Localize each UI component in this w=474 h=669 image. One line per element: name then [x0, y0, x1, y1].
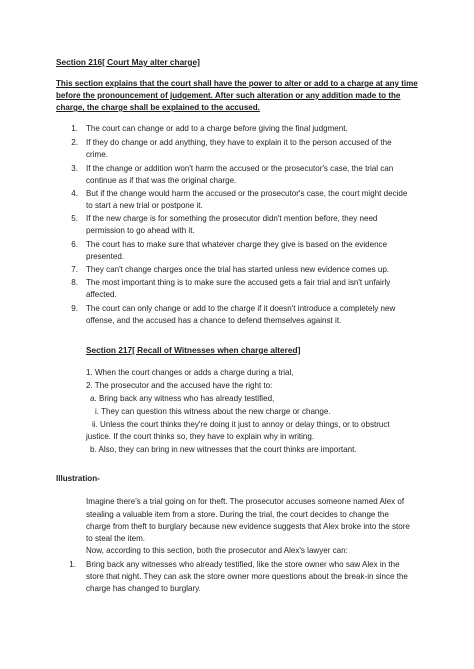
section-216-intro-line: before the pronouncement of judgement. After such alteration or any addition made to the	[56, 91, 401, 100]
illustration-heading: Illustration-	[56, 474, 100, 483]
list-item: permission to go ahead with it.	[86, 226, 195, 235]
illustration-list-line: store that night. They can ask the store owner more questions about the break-in since the	[86, 572, 408, 581]
list-number: 8.	[71, 278, 78, 287]
illustration-list-line: Bring back any witnesses who already testified, like the store owner who saw Alex in the	[86, 560, 400, 569]
section-217-line: i. They can question this witness about the new charge or change.	[95, 407, 331, 416]
list-number: 7.	[71, 265, 78, 274]
list-item: But if the change would harm the accused or the prosecutor's case, the court might decide	[86, 189, 408, 198]
section-217-line: justice. If the court thinks so, they have to explain why in writing.	[86, 432, 315, 441]
section-217-line: 2. The prosecutor and the accused have the right to:	[86, 381, 273, 390]
list-item: The court can change or add to a charge before giving the final judgment.	[86, 124, 348, 133]
section-216-heading: Section 216[ Court May alter charge]	[56, 57, 200, 67]
section-217-line: ii. Unless the court thinks they're doing it just to annoy or delay things, or to obstruct	[92, 420, 390, 429]
list-item: The court can only change or add to the charge if it doesn't introduce a completely new	[86, 304, 396, 313]
list-number: 6.	[71, 240, 78, 249]
list-item: If the new charge is for something the prosecutor didn't mention before, they need	[86, 214, 378, 223]
list-number: 5.	[71, 214, 78, 223]
list-number: 4.	[71, 189, 78, 198]
section-217-heading: Section 217[ Recall of Witnesses when charge altered]	[86, 345, 301, 355]
list-item: The most important thing is to make sure the accused gets a fair trial and isn't unfairly	[86, 278, 391, 287]
list-number: 2.	[71, 138, 78, 147]
list-item: offense, and the accused has a chance to defend themselves against it.	[86, 316, 342, 325]
list-item: continue as if that was the original charge.	[86, 176, 237, 185]
list-number: 9.	[71, 304, 78, 313]
list-item: They can't change charges once the trial has started unless new evidence comes up.	[86, 265, 390, 274]
illustration-paragraph-line: stealing a valuable item from a store. During the trial, the court decides to change the	[86, 510, 389, 519]
section-217-line: b. Also, they can bring in new witnesses that the court thinks are important.	[90, 445, 357, 454]
section-216-intro-line: charge, the charge shall be explained to the accused.	[56, 103, 260, 112]
list-item: presented.	[86, 252, 125, 261]
list-item: If the change or addition won't harm the accused or the prosecutor's case, the trial can	[86, 164, 394, 173]
illustration-paragraph-line: Imagine there's a trial going on for theft. The prosecutor accuses someone named Alex of	[86, 497, 405, 506]
list-item: to start a new trial or postpone it.	[86, 201, 203, 210]
list-item: crime.	[86, 150, 108, 159]
illustration-paragraph-line: Now, according to this section, both the prosecutor and Alex's lawyer can:	[86, 546, 348, 555]
illustration-paragraph-line: charge from theft to burglary because new evidence suggests that Alex broke into the store	[86, 522, 410, 531]
list-item: If they do change or add anything, they have to explain it to the person accused of the	[86, 138, 392, 147]
list-item: affected.	[86, 290, 117, 299]
section-217-line: 1. When the court changes or adds a charge during a trial,	[86, 368, 294, 377]
illustration-paragraph-line: to steal the item.	[86, 534, 146, 543]
section-217-line: a. Bring back any witness who has already testified,	[90, 394, 275, 403]
list-item: The court has to make sure that whatever charge they give is based on the evidence	[86, 240, 388, 249]
section-216-intro-line: This section explains that the court shall have the power to alter or add to a charge at any time	[56, 79, 418, 88]
list-number: 3.	[71, 164, 78, 173]
list-number: 1.	[71, 124, 78, 133]
illustration-list-line: charge has changed to burglary.	[86, 584, 201, 593]
list-number: 1.	[69, 560, 76, 569]
